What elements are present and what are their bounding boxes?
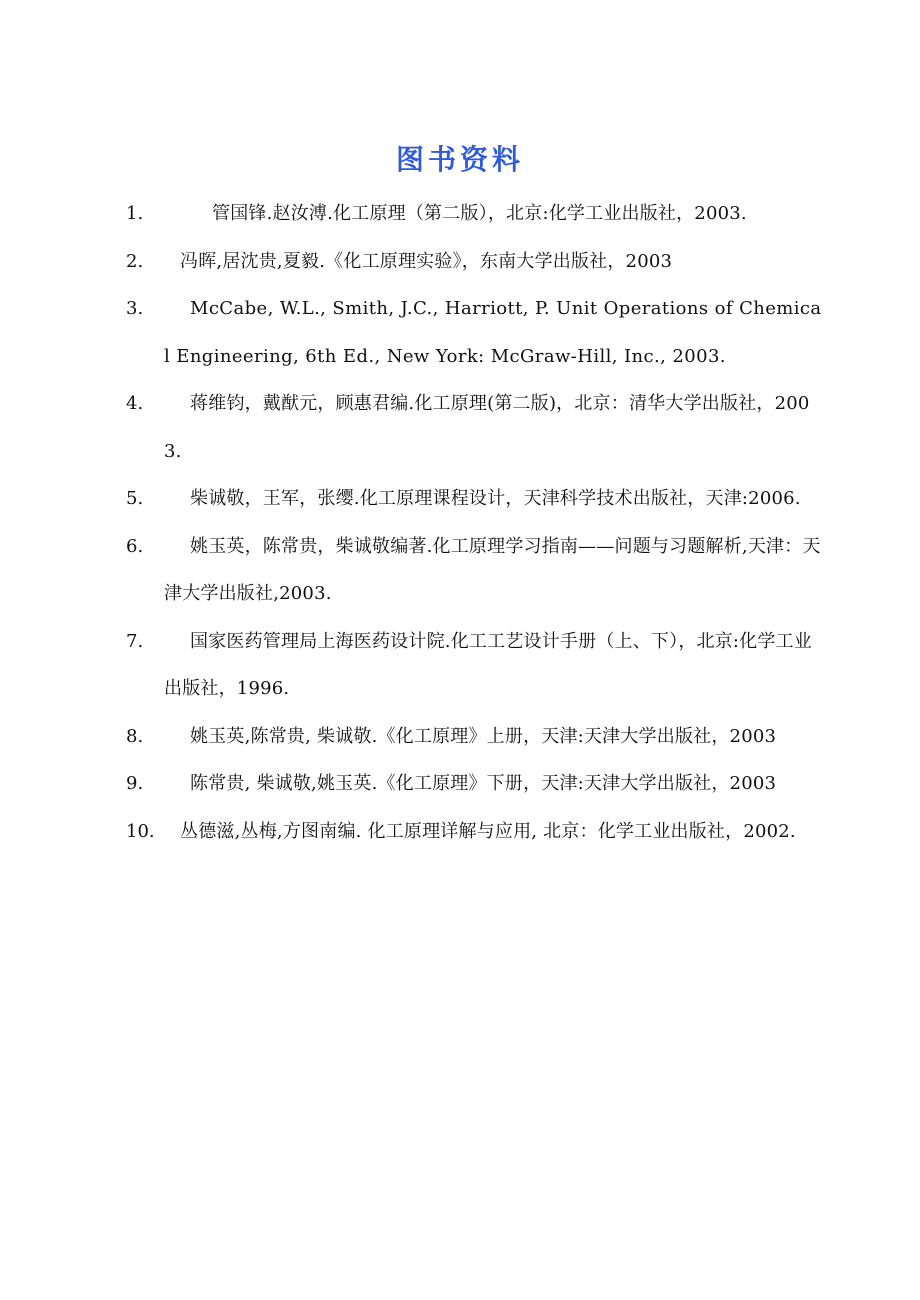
reference-number: 5.: [126, 488, 144, 509]
reference-text: 冯晖,居沈贵,夏毅.《化工原理实验》，东南大学出版社，2003: [180, 250, 673, 272]
reference-text: McCabe, W.L., Smith, J.C., Harriott, P. Unit Operations of Chemical Engineering, 6th Ed., New York: McGraw-Hill, Inc., 2003.: [164, 298, 822, 367]
reference-number: 6.: [126, 535, 144, 557]
reference-text: 姚玉英，陈常贵，柴诚敬编著.化工原理学习指南——问题与习题解析,天津：天津大学出版社,2003.: [164, 535, 821, 604]
reference-number: 8.: [126, 725, 144, 747]
reference-item-5: [0, 475, 920, 523]
reference-number: 9.: [126, 773, 144, 794]
page-title: 图书资料: [395, 143, 524, 176]
reference-number: 7.: [126, 630, 144, 652]
reference-number: 1.: [126, 203, 144, 224]
reference-item-9: [0, 760, 920, 808]
reference-number: 10.: [126, 820, 155, 842]
reference-text: 管国锋.赵汝溥.化工原理（第二版），北京:化学工业出版社，2003.: [212, 203, 747, 224]
reference-item-10: [0, 808, 920, 856]
reference-item-2: [0, 238, 920, 286]
reference-number: 4.: [126, 393, 144, 414]
reference-list: [0, 190, 920, 855]
reference-text: 丛德滋,丛梅,方图南编. 化工原理详解与应用, 北京：化学工业出版社，2002.: [180, 820, 796, 842]
reference-number: 3.: [126, 298, 144, 319]
reference-item-4: [0, 380, 920, 475]
reference-text: 柴诚敬，王军，张缨.化工原理课程设计，天津科学技术出版社，天津:2006.: [190, 488, 801, 509]
reference-text: 国家医药管理局上海医药设计院.化工工艺设计手册（上、下），北京:化学工业出版社，1996.: [164, 630, 812, 699]
reference-text: 蒋维钧，戴猷元，顾惠君编.化工原理(第二版)，北京：清华大学出版社，2003.: [164, 393, 810, 462]
reference-item-1: [0, 190, 920, 238]
reference-text: 姚玉英,陈常贵, 柴诚敬.《化工原理》上册，天津:天津大学出版社，2003: [190, 725, 777, 747]
reference-item-7: [0, 618, 920, 713]
reference-text: 陈常贵, 柴诚敬,姚玉英.《化工原理》下册，天津:天津大学出版社，2003: [190, 773, 777, 794]
reference-item-3: [0, 285, 920, 380]
reference-item-8: [0, 713, 920, 761]
reference-item-6: [0, 523, 920, 618]
reference-number: 2.: [126, 250, 144, 272]
